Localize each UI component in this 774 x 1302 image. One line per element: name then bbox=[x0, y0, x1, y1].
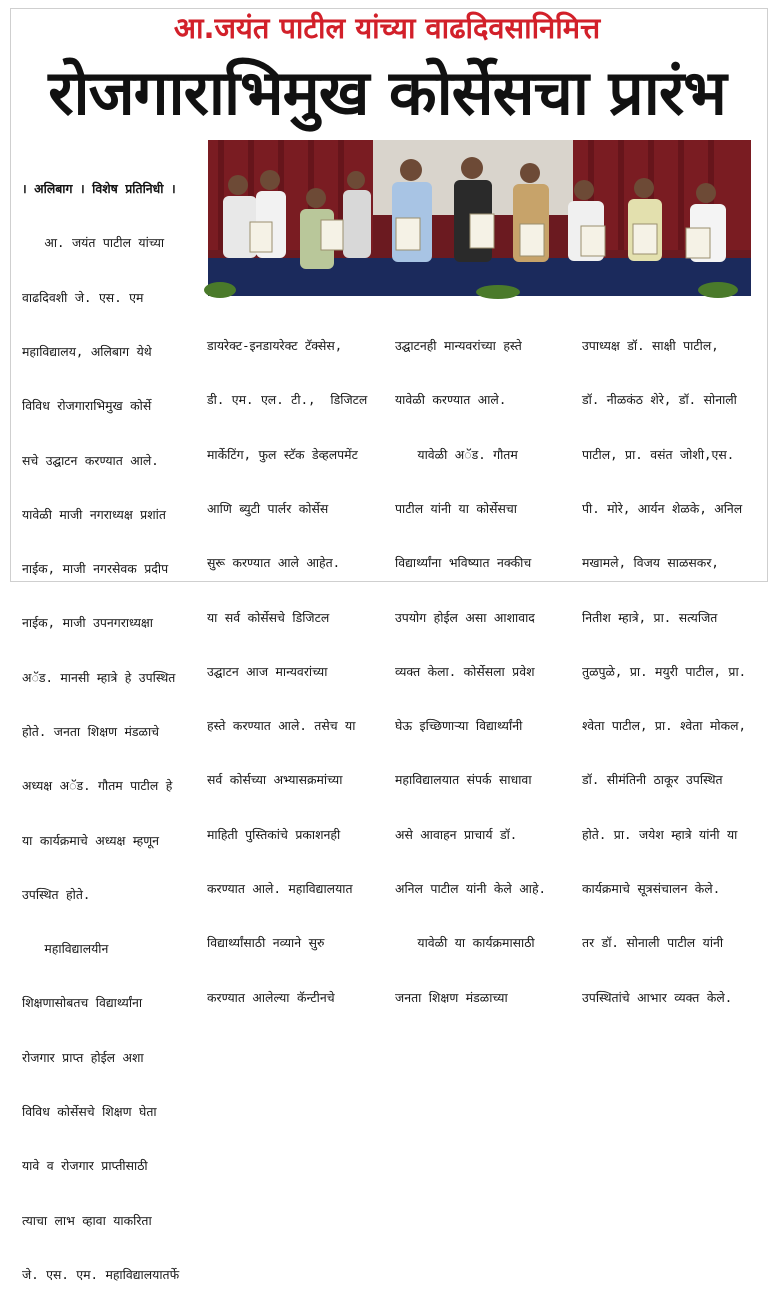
text-line: रोजगार प्राप्त होईल अशा bbox=[22, 1049, 144, 1065]
text-line: या सर्व कोर्सेसचे डिजिटल bbox=[207, 609, 330, 625]
text-line: उद्घाटनही मान्यवरांच्या हस्ते bbox=[395, 338, 522, 354]
text-line: नाईक, माजी नगरसेवक प्रदीप bbox=[22, 561, 169, 577]
article-kicker: आ.जयंत पाटील यांच्या वाढदिवसानिमित्त bbox=[173, 11, 601, 45]
text-line: डायरेक्ट-इनडायरेक्ट टॅक्सेस, bbox=[207, 338, 343, 354]
article-headline: रोजगाराभिमुख कोर्सेसचा प्रारंभ bbox=[48, 56, 726, 129]
text-line: मार्केटिंग, फुल स्टॅक डेव्हलपमेंट bbox=[207, 446, 358, 462]
text-line: विद्यार्थ्यांसाठी नव्याने सुरु bbox=[207, 935, 325, 951]
text-line: करण्यात आले. महाविद्यालयात bbox=[207, 881, 353, 896]
text-line: तुळपुळे, प्रा. मयुरी पाटील, प्रा. bbox=[582, 663, 747, 679]
text-line: पाटील यांनी या कोर्सेसचा bbox=[395, 501, 517, 517]
text-line: अॅड. मानसी म्हात्रे हे उपस्थित bbox=[22, 669, 176, 685]
text-line: यावेळी करण्यात आले. bbox=[395, 392, 507, 408]
text-line: हस्ते करण्यात आले. तसेच या bbox=[207, 718, 356, 734]
text-line: होते. प्रा. जयेश म्हात्रे यांनी या bbox=[582, 826, 738, 842]
text-line: नितीश म्हात्रे, प्रा. सत्यजित bbox=[582, 609, 718, 625]
text-line: सर्व कोर्सच्या अभ्यासक्रमांच्या bbox=[207, 772, 343, 788]
text-line: उपाध्यक्ष डॉ. साक्षी पाटील, bbox=[582, 338, 719, 354]
text-line: । अलिबाग । विशेष प्रतिनिधी । bbox=[22, 181, 176, 197]
text-line: त्याचा लाभ व्हावा याकरिता bbox=[22, 1212, 152, 1228]
text-line: डॉ. नीळकंठ शेरे, डॉ. सोनाली bbox=[582, 392, 737, 408]
text-line: उद्घाटन आज मान्यवरांच्या bbox=[207, 663, 328, 679]
text-line: यावेळी माजी नगराध्यक्ष प्रशांत bbox=[22, 506, 166, 522]
text-line: तर डॉ. सोनाली पाटील यांनी bbox=[582, 935, 724, 951]
text-line: जनता शिक्षण मंडळाच्या bbox=[395, 989, 508, 1005]
text-line: उपयोग होईल असा आशावाद bbox=[395, 609, 535, 625]
text-line: डॉ. सीमंतिनी ठाकूर उपस्थित bbox=[582, 772, 723, 788]
text-line: वाढदिवशी जे. एस. एम bbox=[22, 289, 144, 305]
text-line: शिक्षणासोबतच विद्यार्थ्यांना bbox=[22, 995, 143, 1011]
text-line: श्वेता पाटील, प्रा. श्वेता मोकल, bbox=[582, 718, 746, 734]
text-line: व्यक्त केला. कोर्सेसला प्रवेश bbox=[395, 663, 535, 679]
text-line: विविध कोर्सेसचे शिक्षण घेता bbox=[22, 1103, 157, 1119]
text-line: माहिती पुस्तिकांचे प्रकाशनही bbox=[207, 826, 341, 842]
text-line: कार्यक्रमाचे सूत्रसंचालन केले. bbox=[582, 881, 721, 896]
text-line: जे. एस. एम. महाविद्यालयातर्फे bbox=[22, 1266, 180, 1282]
text-line: मखामले, विजय साळसकर, bbox=[582, 555, 719, 571]
text-line: होते. जनता शिक्षण मंडळाचे bbox=[22, 724, 160, 739]
text-column-1 bbox=[22, 144, 198, 1282]
text-line: विद्यार्थ्यांना भविष्यात नक्कीच bbox=[395, 555, 532, 571]
text-line: या कार्यक्रमाचे अध्यक्ष म्हणून bbox=[22, 832, 160, 848]
text-line: पी. मोरे, आर्यन शेळके, अनिल bbox=[582, 501, 743, 517]
text-line: नाईक, माजी उपनगराध्यक्षा bbox=[22, 615, 153, 631]
text-line: घेऊ इच्छिणाऱ्या विद्यार्थ्यांनी bbox=[395, 718, 523, 734]
text-line: विविध रोजगाराभिमुख कोर्से bbox=[22, 398, 152, 414]
text-column-4 bbox=[582, 301, 758, 1005]
text-line: करण्यात आलेल्या कॅन्टीनचे bbox=[207, 989, 335, 1005]
text-line: सुरू करण्यात आले आहेत. bbox=[207, 555, 341, 571]
text-line: उपस्थित होते. bbox=[22, 886, 91, 902]
text-line: अध्यक्ष अॅड. गौतम पाटील हे bbox=[22, 778, 173, 794]
text-line: महाविद्यालयात संपर्क साधावा bbox=[395, 772, 532, 788]
text-line: महाविद्यालय, अलिबाग येथे bbox=[22, 344, 152, 360]
text-line: अनिल पाटील यांनी केले आहे. bbox=[395, 881, 546, 896]
text-line: यावे व रोजगार प्राप्तीसाठी bbox=[22, 1158, 148, 1174]
text-line: महाविद्यालयीन bbox=[22, 941, 109, 957]
text-line: यावेळी अॅड. गौतम bbox=[395, 446, 518, 462]
text-line: डी. एम. एल. टी., डिजिटल bbox=[207, 392, 368, 408]
text-line: आणि ब्युटी पार्लर कोर्सेस bbox=[207, 501, 329, 517]
text-column-2 bbox=[207, 301, 387, 1005]
text-column-3 bbox=[395, 301, 573, 1005]
text-line: उपस्थितांचे आभार व्यक्त केले. bbox=[582, 989, 733, 1005]
text-line: सचे उद्घाटन करण्यात आले. bbox=[22, 452, 159, 468]
text-line: पाटील, प्रा. वसंत जोशी,एस. bbox=[582, 446, 735, 462]
text-line: असे आवाहन प्राचार्य डॉ. bbox=[395, 826, 518, 842]
text-line: आ. जयंत पाटील यांच्या bbox=[22, 235, 165, 251]
text-line: यावेळी या कार्यक्रमासाठी bbox=[395, 935, 535, 951]
event-photo bbox=[208, 140, 751, 296]
